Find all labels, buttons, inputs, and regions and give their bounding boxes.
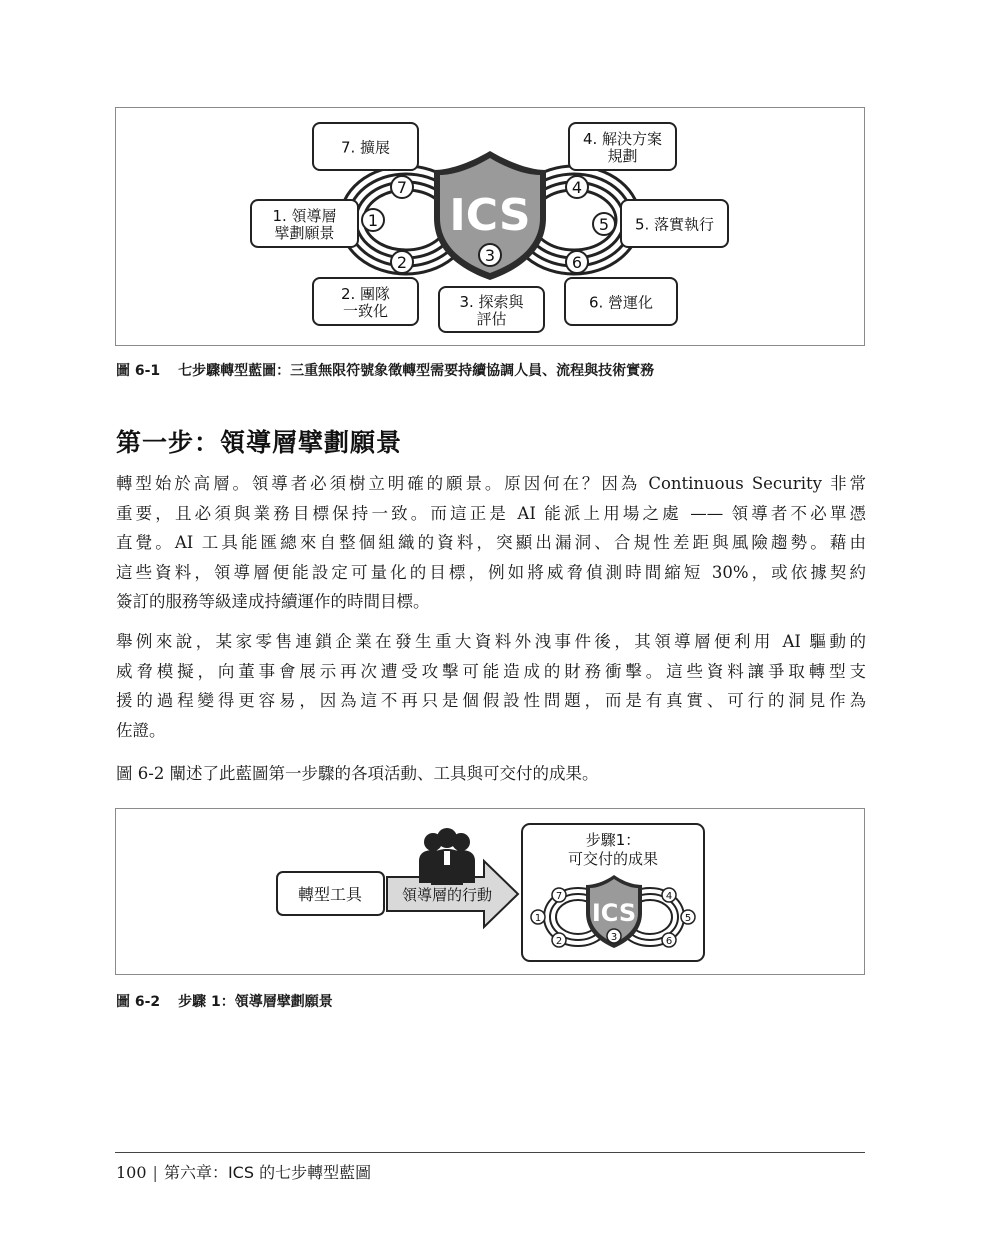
mini-badge-1 — [531, 910, 545, 924]
badge-number: 6 — [665, 936, 673, 947]
step-box-1 — [251, 200, 358, 247]
step-label: 2. 團隊 — [340, 285, 391, 303]
badge-number: 1 — [534, 913, 542, 924]
badge-number: 4 — [665, 891, 673, 902]
footer-rule — [115, 1152, 865, 1153]
page-number: 100 — [116, 1163, 147, 1182]
step-box-6 — [565, 278, 677, 325]
step-label: 6. 營運化 — [588, 293, 654, 312]
caption-number: 圖 6-2 — [116, 994, 161, 1010]
mini-badge-2 — [552, 933, 566, 947]
paragraph-line: 圖 6-2 闡述了此藍圖第一步驟的各項活動、工具與可交付的成果。 — [116, 764, 599, 783]
badge-number: 7 — [396, 178, 408, 197]
step-box-3 — [439, 287, 544, 332]
paragraph-line: 援的過程變得更容易，因為這不再只是個假設性問題，而是有真實、可行的洞見作為 — [116, 691, 866, 710]
badge-number: 5 — [598, 215, 610, 234]
leaders-group-icon — [419, 828, 475, 885]
figure-6-2 — [115, 808, 865, 975]
paragraph-line: 簽訂的服務等級達成持續運作的時間目標。 — [116, 592, 430, 611]
step-badge-6 — [566, 251, 588, 273]
body-paragraph — [116, 469, 866, 617]
step-badge-2 — [391, 251, 413, 273]
mini-badge-3 — [607, 929, 621, 943]
step-label: 1. 領導層 — [272, 207, 337, 225]
deliverables-box — [522, 824, 704, 961]
shield-label: ICS — [591, 899, 637, 927]
arrow-label: 領導層的行動 — [401, 886, 493, 904]
footer-separator: | — [152, 1163, 158, 1182]
step-box-2 — [313, 278, 418, 325]
paragraph-line: 直覺。AI 工具能匯總來自整個組織的資料，突顯出漏洞、合規性差距與風險趨勢。藉由 — [116, 533, 866, 552]
chapter-title: 第六章：ICS 的七步轉型藍圖 — [163, 1163, 372, 1182]
badge-number: 3 — [610, 932, 618, 943]
figure-6-1-caption — [116, 360, 654, 380]
step-label: 5. 落實執行 — [634, 215, 715, 234]
step-badge-4 — [566, 176, 588, 198]
step-badge-7 — [391, 176, 413, 198]
shield-label: ICS — [449, 190, 531, 241]
badge-number: 4 — [571, 178, 583, 197]
paragraph-line: 佐證。 — [116, 720, 166, 740]
badge-number: 3 — [484, 246, 496, 265]
mini-badge-4 — [662, 888, 676, 902]
paragraph-line: 重要，且必須與業務目標保持一致。而這正是 AI 能派上用場之處 —— 領導者不必單憑 — [116, 503, 866, 523]
badge-number: 2 — [396, 253, 408, 272]
step-box-7 — [313, 123, 418, 170]
badge-number: 2 — [555, 936, 563, 947]
step-label: 評估 — [476, 310, 507, 328]
step1-diagram — [116, 809, 866, 976]
step-label: 4. 解決方案 — [582, 130, 663, 148]
paragraph-line: 這些資料，領導層便能設定可量化的目標，例如將威脅偵測時間縮短 30%，或依據契約 — [116, 562, 866, 582]
step-label: 一致化 — [342, 302, 389, 320]
badge-number: 7 — [555, 891, 563, 902]
mini-badge-5 — [681, 910, 695, 924]
step-label: 3. 探索與 — [459, 293, 524, 311]
caption-number: 圖 6-1 — [116, 363, 161, 379]
step-box-4 — [569, 123, 676, 170]
paragraph-line: 舉例來說，某家零售連鎖企業在發生重大資料外洩事件後，其領導層便利用 AI 驅動的 — [116, 632, 866, 651]
figure-6-2-caption — [116, 991, 333, 1011]
step-label: 規劃 — [607, 147, 638, 165]
step-badge-3 — [479, 244, 501, 266]
paragraph-line: 威脅模擬，向董事會展示再次遭受攻擊可能造成的財務衝擊。這些資料讓爭取轉型支 — [116, 661, 866, 681]
mini-badge-7 — [552, 888, 566, 902]
paragraph-line: 轉型始於高層。領導者必須樹立明確的願景。原因何在？因為 Continuous Security 非常 — [116, 474, 866, 493]
step-badge-1 — [362, 209, 384, 231]
page-footer — [116, 1160, 371, 1183]
tools-label: 轉型工具 — [297, 885, 363, 904]
figure-6-1 — [115, 107, 865, 346]
badge-number: 6 — [571, 253, 583, 272]
section-title: 第一步：領導層擘劃願景 — [116, 428, 403, 457]
deliverables-title: 可交付的成果 — [567, 850, 659, 868]
caption-text: 七步驟轉型藍圖：三重無限符號象徵轉型需要持續協調人員、流程與技術實務 — [178, 363, 655, 379]
badge-number: 5 — [684, 913, 692, 924]
body-paragraph — [116, 627, 866, 745]
badge-number: 1 — [367, 211, 379, 230]
caption-text: 步驟 1：領導層擘劃願景 — [178, 994, 333, 1010]
step-label: 擘劃願景 — [274, 224, 335, 242]
deliverables-title: 步驟1： — [585, 831, 641, 849]
body-paragraph — [116, 759, 866, 789]
step-badge-5 — [593, 213, 615, 235]
step-box-5 — [621, 200, 728, 247]
step-label: 7. 擴展 — [340, 138, 391, 157]
mini-badge-6 — [662, 933, 676, 947]
seven-step-diagram — [116, 108, 866, 347]
tools-box — [277, 872, 384, 915]
